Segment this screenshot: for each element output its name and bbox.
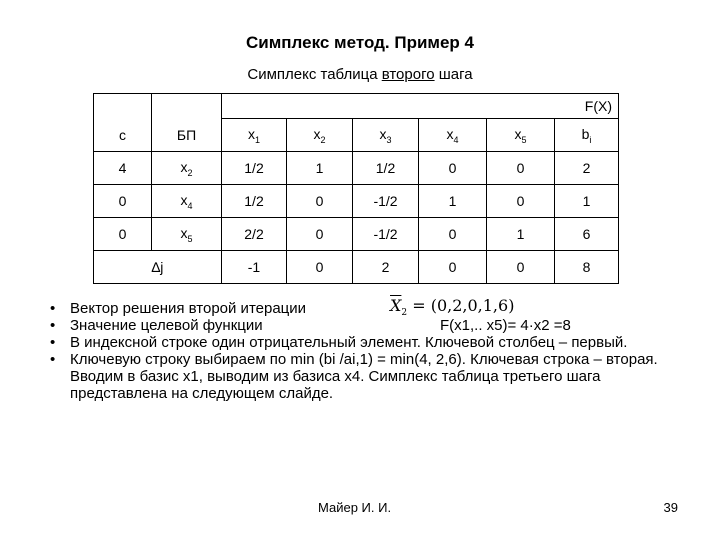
header-cell: c (94, 119, 152, 152)
table-row (94, 218, 619, 251)
table-cell: 0 (419, 218, 487, 251)
solution-vector-formula (390, 296, 514, 318)
header-cell: БП (152, 119, 222, 152)
table-header-row (94, 119, 619, 152)
bullet-key-row: • Ключевую строку выбираем по min (bi /ai,1) = min(4, 2,6). Ключевая строка – вторая. Вводим в базис x1, выводим из базиса x4. Симплекс таблица третьего шага представлена на следующем слайде. (50, 351, 680, 402)
bullet-index-row: • В индексной строке один отрицательный элемент. Ключевой столбец – первый. (50, 334, 680, 351)
delta-label: ∆j (94, 251, 222, 284)
formula-sub: 2 (401, 308, 408, 319)
table-cell: 0 (419, 152, 487, 185)
table-cell: 2 (555, 152, 619, 185)
delta-row (94, 251, 619, 284)
header-cell: $x_4$ (419, 119, 487, 152)
table-cell: 1 (487, 218, 555, 251)
table-cell: -1/2 (353, 218, 419, 251)
table-cell: 6 (555, 218, 619, 251)
subtitle-pre: Симплекс таблица (247, 66, 382, 83)
header-cell: $x_3$ (353, 119, 419, 152)
table-cell: 1/2 (222, 185, 287, 218)
header-cell: $x_2$ (287, 119, 353, 152)
header-cell: $x_5$ (487, 119, 555, 152)
table-cell: 1/2 (353, 152, 419, 185)
table-cell: -1/2 (353, 185, 419, 218)
bullet-solution-vector: • Вектор решения второй итерации (50, 300, 680, 317)
simplex-table (93, 93, 619, 284)
objective-formula: F(x1,.. x5)= 4·x2 =8 (440, 317, 571, 334)
formula-var: $\overline{X}$ (390, 296, 402, 315)
formula-rest: = (0,2,0,1,6) (412, 296, 515, 315)
table-cell: 1 (555, 185, 619, 218)
table-cell: 0 (287, 251, 353, 284)
table-row (94, 185, 619, 218)
page-number: 39 (663, 500, 678, 515)
cell-bp: $x_2$ (152, 152, 222, 185)
cell-bp: $x_5$ (152, 218, 222, 251)
cell-c: 0 (94, 185, 152, 218)
table-cell: 2/2 (222, 218, 287, 251)
cell-c: 4 (94, 152, 152, 185)
slide-subtitle (0, 66, 720, 83)
footer-author: Майер И. И. (318, 500, 392, 515)
table-cell: 0 (287, 185, 353, 218)
subtitle-post: шага (434, 66, 473, 83)
table-cell: 1/2 (222, 152, 287, 185)
table-cell: 0 (287, 218, 353, 251)
table-cell: 0 (487, 185, 555, 218)
bullet-list (50, 300, 680, 402)
table-cell: 0 (487, 251, 555, 284)
table-cell: 0 (419, 251, 487, 284)
cell-bp: $x_4$ (152, 185, 222, 218)
objective-label: Значение целевой функции (70, 317, 263, 334)
table-cell: 1 (287, 152, 353, 185)
table-row (94, 152, 619, 185)
table-cell: -1 (222, 251, 287, 284)
subtitle-underlined: второго (381, 66, 435, 83)
table-cell: 0 (487, 152, 555, 185)
slide-title: Симплекс метод. Пример 4 (245, 33, 474, 52)
cell-c: 0 (94, 218, 152, 251)
table-cell: 8 (555, 251, 619, 284)
table-cell: 1 (419, 185, 487, 218)
table-cell: 2 (353, 251, 419, 284)
header-cell: $x_1$ (222, 119, 287, 152)
fx-label: F(X) (222, 94, 619, 119)
bullet-objective-value (50, 317, 680, 334)
header-cell: $b_i$ (555, 119, 619, 152)
